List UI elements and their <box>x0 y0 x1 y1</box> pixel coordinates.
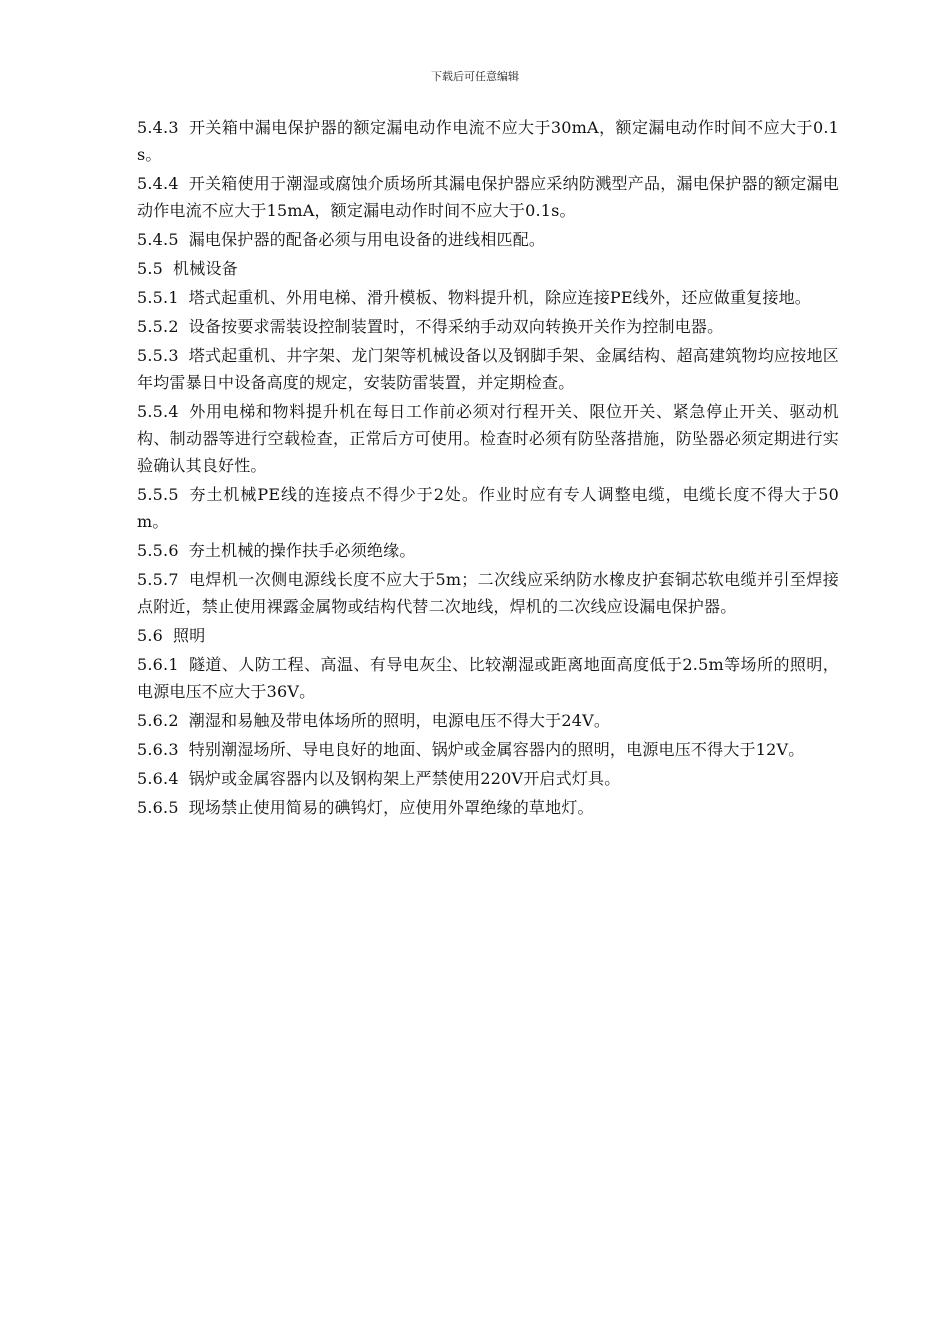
clause-text: 外用电梯和物料提升机在每日工作前必须对行程开关、限位开关、紧急停止开关、驱动机构、制动器等进行空载检查，正常后方可使用。检查时必须有防坠落措施，防坠器必须定期进行实验确认其良好性。 <box>137 402 839 475</box>
paragraph-5-6-3 <box>137 736 839 763</box>
paragraph-5-4-4 <box>137 170 839 224</box>
clause-number: 5.6.2 <box>137 711 179 730</box>
clause-number: 5.5.6 <box>137 541 179 560</box>
page-header: 下载后可任意编辑 <box>431 70 519 83</box>
section-number: 5.6 <box>137 626 164 645</box>
clause-number: 5.5.2 <box>137 317 179 336</box>
paragraph-5-5-6 <box>137 537 839 564</box>
clause-number: 5.5.5 <box>137 485 179 504</box>
paragraph-5-5-7 <box>137 566 839 620</box>
clause-text: 电焊机一次侧电源线长度不应大于5m；二次线应采纳防水橡皮护套铜芯软电缆并引至焊接点附近，禁止使用裸露金属物或结构代替二次地线，焊机的二次线应设漏电保护器。 <box>137 570 839 616</box>
clause-number: 5.4.4 <box>137 174 179 193</box>
clause-text: 漏电保护器的配备必须与用电设备的进线相匹配。 <box>188 230 546 249</box>
clause-text: 隧道、人防工程、高温、有导电灰尘、比较潮湿或距离地面高度低于2.5m等场所的照明，电源电压不应大于36V。 <box>137 655 839 701</box>
clause-number: 5.4.5 <box>137 230 179 249</box>
clause-number: 5.6.3 <box>137 740 179 759</box>
paragraph-5-5-2 <box>137 313 839 340</box>
clause-text: 现场禁止使用简易的碘钨灯，应使用外罩绝缘的草地灯。 <box>188 798 594 817</box>
clause-number: 5.6.5 <box>137 798 179 817</box>
paragraph-5-5-1 <box>137 284 839 311</box>
paragraph-5-6-1 <box>137 651 839 705</box>
clause-number: 5.5.3 <box>137 346 179 365</box>
clause-text: 锅炉或金属容器内以及钢构架上严禁使用220V开启式灯具。 <box>188 769 621 788</box>
clause-text: 开关箱中漏电保护器的额定漏电动作电流不应大于30mA，额定漏电动作时间不应大于0.1s。 <box>137 118 839 164</box>
paragraph-5-5-4 <box>137 398 839 479</box>
clause-number: 5.5.7 <box>137 570 179 589</box>
paragraph-5-5-5 <box>137 481 839 535</box>
clause-text: 夯土机械PE线的连接点不得少于2处。作业时应有专人调整电缆，电缆长度不得大于50m。 <box>137 485 839 531</box>
paragraph-5-6-2 <box>137 707 839 734</box>
clause-number: 5.5.4 <box>137 402 179 421</box>
clause-text: 塔式起重机、外用电梯、滑升模板、物料提升机，除应连接PE线外，还应做重复接地。 <box>188 288 811 307</box>
clause-text: 特别潮湿场所、导电良好的地面、锅炉或金属容器内的照明，电源电压不得大于12V。 <box>188 740 805 759</box>
paragraph-5-5-3 <box>137 342 839 396</box>
paragraph-5-4-3 <box>137 114 839 168</box>
section-number: 5.5 <box>137 259 164 278</box>
clause-number: 5.4.3 <box>137 118 179 137</box>
section-title: 机械设备 <box>173 259 238 278</box>
section-heading-5-5 <box>137 255 839 282</box>
document-body <box>137 114 839 823</box>
section-heading-5-6 <box>137 622 839 649</box>
paragraph-5-4-5 <box>137 226 839 253</box>
clause-number: 5.6.4 <box>137 769 179 788</box>
clause-text: 开关箱使用于潮湿或腐蚀介质场所其漏电保护器应采纳防溅型产品，漏电保护器的额定漏电动作电流不应大于15mA，额定漏电动作时间不应大于0.1s。 <box>137 174 839 220</box>
clause-text: 潮湿和易触及带电体场所的照明，电源电压不得大于24V。 <box>188 711 611 730</box>
clause-text: 塔式起重机、井字架、龙门架等机械设备以及钢脚手架、金属结构、超高建筑物均应按地区年均雷暴日中设备高度的规定，安装防雷装置，并定期检查。 <box>137 346 839 392</box>
clause-number: 5.6.1 <box>137 655 179 674</box>
clause-number: 5.5.1 <box>137 288 179 307</box>
clause-text: 夯土机械的操作扶手必须绝缘。 <box>188 541 416 560</box>
paragraph-5-6-5 <box>137 794 839 821</box>
section-title: 照明 <box>173 626 206 645</box>
clause-text: 设备按要求需装设控制装置时，不得采纳手动双向转换开关作为控制电器。 <box>188 317 724 336</box>
paragraph-5-6-4 <box>137 765 839 792</box>
